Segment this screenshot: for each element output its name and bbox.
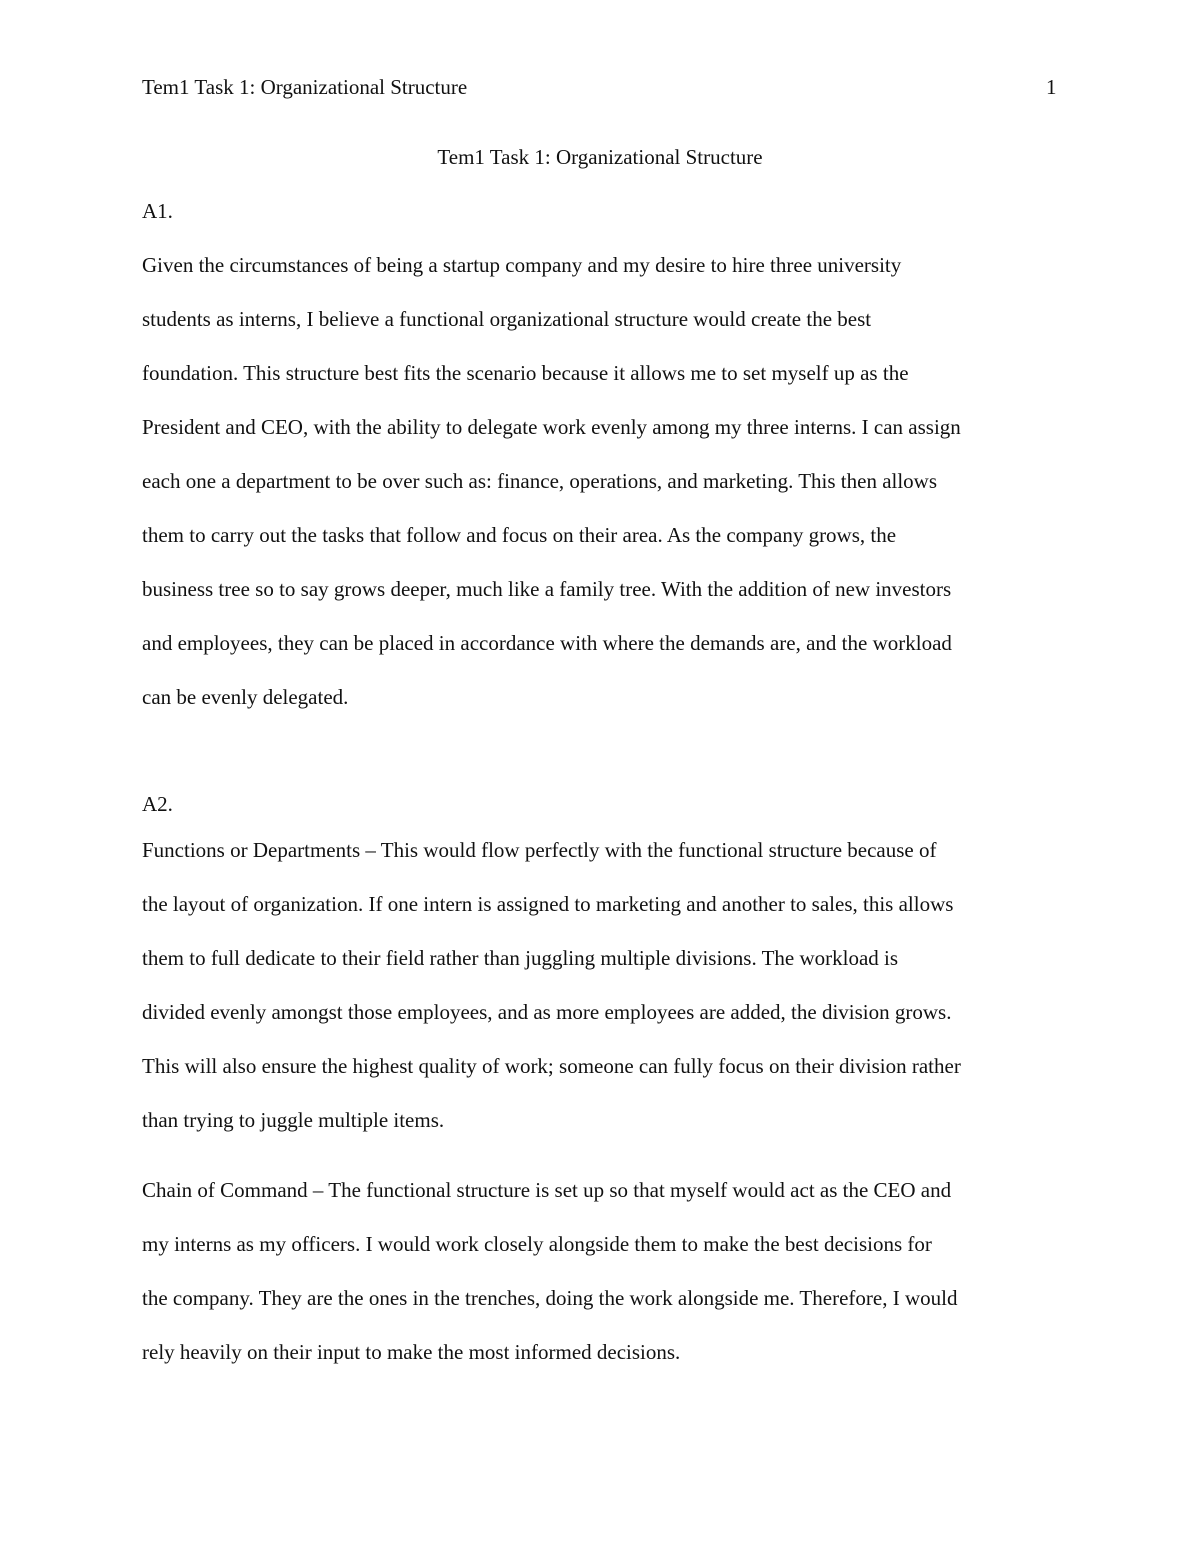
paragraph-line: President and CEO, with the ability to delegate work evenly among my three interns. I can assign — [142, 415, 961, 439]
paragraph-line: my interns as my officers. I would work closely alongside them to make the best decisions for — [142, 1232, 932, 1256]
paragraph-line: divided evenly amongst those employees, and as more employees are added, the division grows. — [142, 1000, 952, 1024]
paragraph-line: students as interns, I believe a functional organizational structure would create the best — [142, 307, 872, 331]
paragraph-line: foundation. This structure best fits the scenario because it allows me to set myself up as the — [142, 361, 909, 385]
section-heading-a1: A1. — [142, 199, 173, 223]
document-title: Tem1 Task 1: Organizational Structure — [437, 145, 763, 169]
paragraph-line: Chain of Command – The functional structure is set up so that myself would act as the CEO and — [142, 1178, 952, 1202]
running-head: Tem1 Task 1: Organizational Structure — [142, 75, 468, 99]
paragraph-line: each one a department to be over such as: finance, operations, and marketing. This then allows — [142, 469, 938, 493]
paragraph-line: and employees, they can be placed in accordance with where the demands are, and the workload — [142, 631, 952, 655]
paragraph-line: them to carry out the tasks that follow and focus on their area. As the company grows, the — [142, 523, 897, 547]
paragraph-line: This will also ensure the highest quality of work; someone can fully focus on their division rather — [142, 1054, 961, 1078]
section-heading-a2: A2. — [142, 792, 173, 816]
paragraph-line: the company. They are the ones in the trenches, doing the work alongside me. Therefore, I would — [142, 1286, 958, 1310]
paragraph-line: Functions or Departments – This would flow perfectly with the functional structure because of — [142, 838, 937, 862]
paragraph-line: business tree so to say grows deeper, much like a family tree. With the addition of new investors — [142, 577, 952, 601]
paragraph-line: Given the circumstances of being a startup company and my desire to hire three university — [142, 253, 902, 277]
paragraph-line: rely heavily on their input to make the most informed decisions. — [142, 1340, 681, 1364]
page-number: 1 — [1046, 75, 1057, 99]
paragraph-line: than trying to juggle multiple items. — [142, 1108, 445, 1132]
paragraph-line: the layout of organization. If one intern is assigned to marketing and another to sales, this allows — [142, 892, 954, 916]
paragraph-line: them to full dedicate to their field rather than juggling multiple divisions. The workload is — [142, 946, 899, 970]
paragraph-line: can be evenly delegated. — [142, 685, 349, 709]
